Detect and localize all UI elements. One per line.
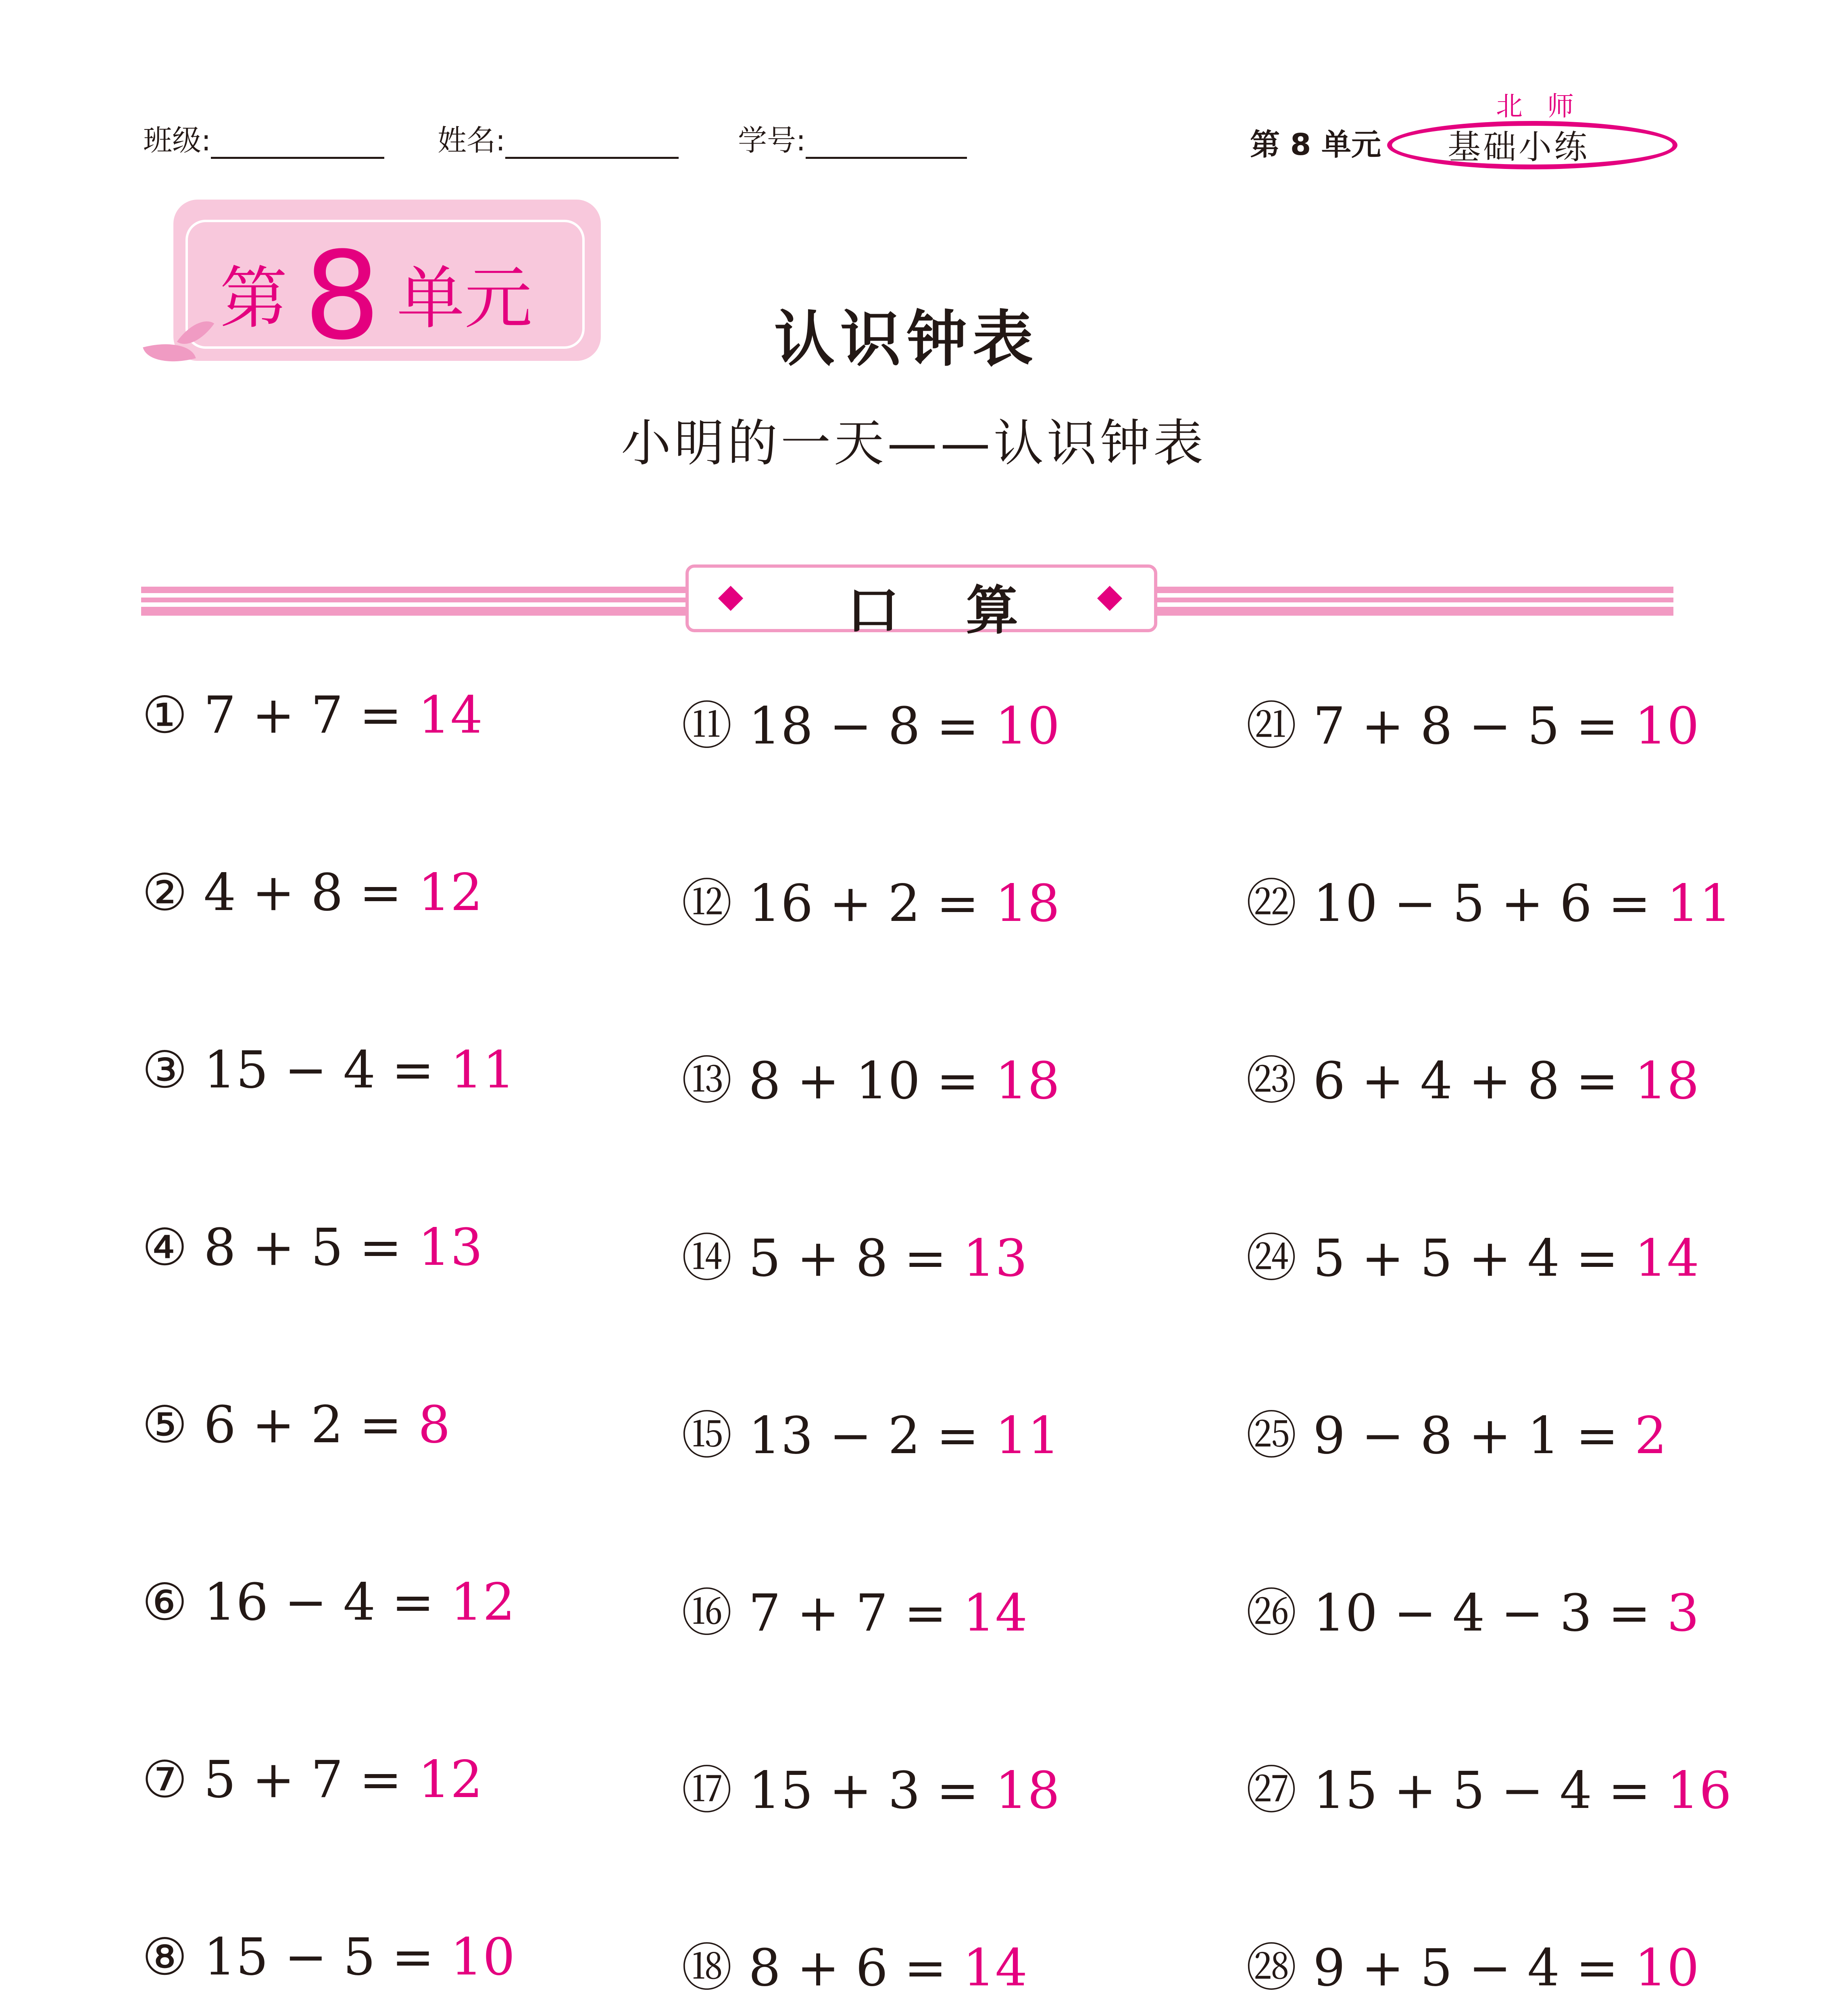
- problem-15: ⑮ 13 − 2 = 11: [681, 1406, 1060, 1465]
- unit-prefix: 第: [220, 259, 288, 338]
- answer: 14: [963, 1583, 1028, 1643]
- problem-8: ⑧ 15 − 5 = 10: [142, 1927, 515, 1987]
- section-title: 口 算: [847, 580, 1043, 641]
- answer: 10: [995, 696, 1060, 756]
- answer: 13: [418, 1218, 483, 1277]
- answer: 10: [1634, 696, 1699, 756]
- problem-28: ㉘ 9 + 5 − 4 = 10: [1246, 1938, 1699, 1997]
- problem-26: ㉖ 10 − 4 − 3 = 3: [1246, 1583, 1699, 1643]
- problem-21: ㉑ 7 + 8 − 5 = 10: [1246, 696, 1699, 756]
- answer: 12: [450, 1572, 515, 1632]
- brand-name: 基础小练: [1448, 128, 1590, 167]
- problem-18: ⑱ 8 + 6 = 14: [681, 1938, 1028, 1997]
- problem-2: ② 4 + 8 = 12: [142, 863, 483, 922]
- problem-4: ④ 8 + 5 = 13: [142, 1218, 483, 1277]
- problem-25: ㉕ 9 − 8 + 1 = 2: [1246, 1406, 1667, 1465]
- answer: 11: [450, 1040, 515, 1100]
- answer: 11: [1667, 874, 1732, 933]
- unit-suffix: 单元: [396, 259, 532, 338]
- student-number-label: 学号:: [738, 123, 806, 157]
- class-label: 班级:: [143, 123, 211, 157]
- answer: 14: [1634, 1229, 1699, 1288]
- class-field[interactable]: [143, 117, 384, 159]
- problem-16: ⑯ 7 + 7 = 14: [681, 1583, 1028, 1643]
- header-unit-tag: 第 8 单元: [1250, 127, 1381, 162]
- problem-3: ③ 15 − 4 = 11: [142, 1040, 515, 1100]
- problem-13: ⑬ 8 + 10 = 18: [681, 1051, 1060, 1110]
- answer: 10: [450, 1927, 515, 1987]
- name-blank[interactable]: [505, 129, 679, 159]
- name-field[interactable]: [438, 117, 679, 159]
- problem-11: ⑪ 18 − 8 = 10: [681, 696, 1060, 756]
- class-blank[interactable]: [211, 129, 384, 159]
- answer: 18: [995, 1051, 1060, 1110]
- problem-5: ⑤ 6 + 2 = 8: [142, 1395, 450, 1454]
- answer: 2: [1634, 1406, 1667, 1465]
- answer: 11: [995, 1406, 1060, 1465]
- answer: 18: [995, 1761, 1060, 1820]
- answer: 8: [418, 1395, 450, 1454]
- answer: 18: [1634, 1051, 1699, 1110]
- answer: 10: [1634, 1938, 1699, 1997]
- problem-23: ㉓ 6 + 4 + 8 = 18: [1246, 1051, 1699, 1110]
- answer: 12: [418, 1750, 483, 1809]
- problem-7: ⑦ 5 + 7 = 12: [142, 1750, 483, 1809]
- answer: 18: [995, 874, 1060, 933]
- answer: 13: [963, 1229, 1028, 1288]
- problem-17: ⑰ 15 + 3 = 18: [681, 1761, 1060, 1820]
- student-number-blank[interactable]: [806, 129, 967, 159]
- answer: 3: [1667, 1583, 1699, 1643]
- answer: 14: [418, 685, 483, 745]
- problem-14: ⑭ 5 + 8 = 13: [681, 1229, 1028, 1288]
- problem-1: ① 7 + 7 = 14: [142, 685, 483, 745]
- brand-top: 北 师: [1496, 91, 1582, 122]
- unit-banner-text: [220, 226, 532, 367]
- name-label: 姓名:: [438, 123, 506, 157]
- page-title: 认识钟表: [774, 304, 1039, 375]
- answer: 14: [963, 1938, 1028, 1997]
- problem-27: ㉗ 15 + 5 − 4 = 16: [1246, 1761, 1732, 1820]
- student-number-field[interactable]: [738, 117, 967, 159]
- problem-22: ㉒ 10 − 5 + 6 = 11: [1246, 874, 1732, 933]
- problem-24: ㉔ 5 + 5 + 4 = 14: [1246, 1229, 1699, 1288]
- problem-6: ⑥ 16 − 4 = 12: [142, 1572, 515, 1632]
- problem-12: ⑫ 16 + 2 = 18: [681, 874, 1060, 933]
- answer: 12: [418, 863, 483, 922]
- unit-number: 8: [304, 226, 381, 367]
- page-subtitle: 小明的一天——认识钟表: [621, 414, 1207, 473]
- answer: 16: [1667, 1761, 1732, 1820]
